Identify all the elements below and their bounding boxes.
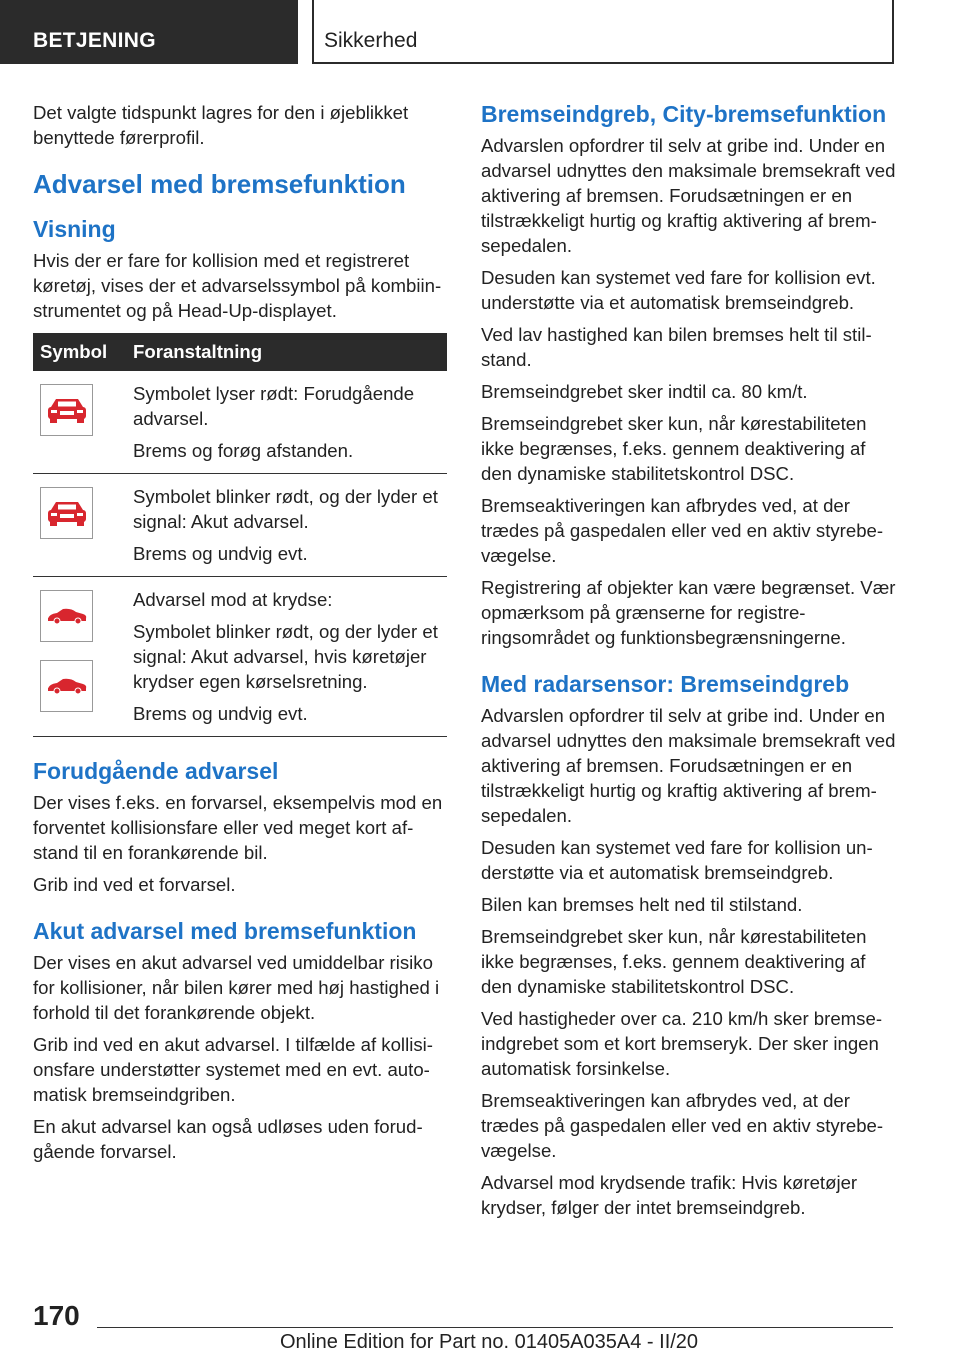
forudgaaende-text1: Der vises f.eks. en forvarsel, eksempelvis mod en forventet kollisionsfare eller ved meget kort afstand til en forankørende bil. xyxy=(33,792,443,863)
radar-text: Desuden kan systemet ved fare for kollision understøtte via et automatisk bremseindgreb. xyxy=(481,837,873,883)
radar-text: Advarslen opfordrer til selv at gribe ind. Under en advarsel udnyttes den maksimale bremsekraft ved aktivering af bremsen. Forudsætningen er en tilstrækkeligt hurtig og kraftig aktivering af bremsepedalen. xyxy=(481,705,896,826)
heading-forudgaaende: Forudgående advarsel xyxy=(33,758,279,784)
heading-visning: Visning xyxy=(33,216,116,242)
table-row xyxy=(33,474,447,577)
visning-text: Hvis der er fare for kollision med et registreret køretøj, vises der et advarselssymbol på kombiinstrumentet og på Head-Up-displayet. xyxy=(33,250,442,321)
table-row xyxy=(33,577,447,737)
table-header-symbol: Symbol xyxy=(40,341,108,362)
car-side-warning-icon xyxy=(40,660,93,712)
city-text: Bremseaktiveringen kan afbrydes ved, at der trædes på gaspedalen eller ved en aktiv styrebevægelse. xyxy=(481,495,884,566)
row3-text3: Brems og undvig evt. xyxy=(133,703,308,724)
forudgaaende-text2: Grib ind ved et forvarsel. xyxy=(33,874,236,895)
row3-text1: Advarsel mod at krydse: xyxy=(133,589,333,610)
radar-text: Bilen kan bremses helt ned til stilstand. xyxy=(481,894,803,915)
left-column xyxy=(33,100,447,1171)
row2-text2: Brems og undvig evt. xyxy=(133,543,308,564)
footer-divider xyxy=(97,1327,893,1328)
page-number: 170 xyxy=(33,1300,80,1331)
akut-text3: En akut advarsel kan også udløses uden forudgående forvarsel. xyxy=(33,1116,423,1162)
heading-city: Bremseindgreb, City-bremsefunktion xyxy=(481,101,887,127)
car-warning-icon xyxy=(40,384,93,436)
city-text: Advarslen opfordrer til selv at gribe ind. Under en advarsel udnyttes den maksimale bremsekraft ved aktivering af bremsen. Forudsætningen er en tilstrækkeligt hurtig og kraftig aktivering af bremsepedalen. xyxy=(481,135,896,256)
radar-text: Ved hastigheder over ca. 210 km/h sker bremseindgrebet som et kort bremseryk. Der sker ingen automatisk forsinkelse. xyxy=(481,1008,883,1079)
radar-text: Bremseindgrebet sker kun, når kørestabiliteten ikke begrænses, f.eks. gennem deaktivering af den dynamiske stabilitetskontrol DSC. xyxy=(481,926,867,997)
section-tab xyxy=(0,0,298,64)
symbol-table xyxy=(33,333,447,737)
chapter-tab xyxy=(312,0,894,64)
akut-text2: Grib ind ved en akut advarsel. I tilfælde af kollisionsfare understøtter systemet med en evt. automatisk bremseindgriben. xyxy=(33,1034,433,1105)
radar-text: Bremseaktiveringen kan afbrydes ved, at der trædes på gaspedalen eller ved en aktiv styrebevægelse. xyxy=(481,1090,884,1161)
city-text: Ved lav hastighed kan bilen bremses helt til stilstand. xyxy=(481,324,872,370)
footer-edition: Online Edition for Part no. 01405A035A4 - II/20 xyxy=(280,1331,699,1353)
row1-text1: Symbolet lyser rødt: Forudgående advarsel. xyxy=(133,383,415,429)
car-warning-icon xyxy=(40,487,93,539)
right-column xyxy=(481,100,897,1227)
city-text: Registrering af objekter kan være begrænset. Vær opmærksom på grænserne for registreringsområdet og funktionsbegrænsningerne. xyxy=(481,577,896,648)
city-text: Desuden kan systemet ved fare for kollision evt. understøtte via et automatisk bremseindgreb. xyxy=(481,267,876,313)
section-title: BETJENING xyxy=(33,29,156,52)
main-heading: Advarsel med bremsefunktion xyxy=(33,169,406,199)
chapter-title: Sikkerhed xyxy=(324,29,418,52)
city-text: Bremseindgrebet sker kun, når kørestabiliteten ikke begrænses, f.eks. gennem deaktivering af den dynamiske stabilitetskontrol DSC. xyxy=(481,413,867,484)
row1-text2: Brems og forøg afstanden. xyxy=(133,440,354,461)
radar-text: Advarsel mod krydsende trafik: Hvis køretøjer krydser, følger der intet bremseindgreb. xyxy=(481,1172,858,1218)
table-header xyxy=(33,333,447,371)
table-row xyxy=(33,371,447,474)
row3-text2: Symbolet blinker rødt, og der lyder et signal: Akut advarsel, hvis køretøjer krydser egen kørselsretning. xyxy=(133,621,438,692)
row2-text1: Symbolet blinker rødt, og der lyder et signal: Akut advarsel. xyxy=(133,486,438,532)
city-text: Bremseindgrebet sker indtil ca. 80 km/t. xyxy=(481,381,808,402)
intro-text: Det valgte tidspunkt lagres for den i øjeblikket benyttede førerprofil. xyxy=(33,102,409,148)
car-side-warning-icon xyxy=(40,590,93,642)
table-header-action: Foranstaltning xyxy=(133,341,263,362)
akut-text1: Der vises en akut advarsel ved umiddelbar risiko for kollisioner, når bilen kører med høj hastighed i forhold til det forankørende objekt. xyxy=(33,952,440,1023)
heading-akut: Akut advarsel med bremsefunktion xyxy=(33,918,417,944)
heading-radar: Med radarsensor: Bremseindgreb xyxy=(481,671,850,697)
